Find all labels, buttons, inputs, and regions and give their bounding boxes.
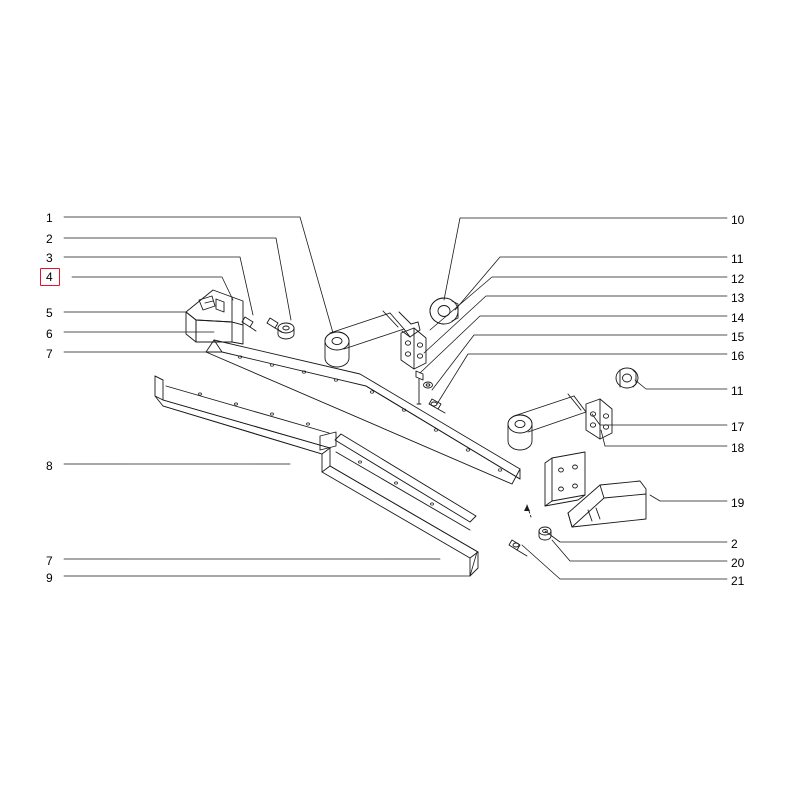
callout-number-20[interactable]: 20	[731, 556, 745, 570]
callout-number-11-right[interactable]: 11	[731, 384, 744, 398]
callout-number-7[interactable]: 7	[46, 347, 53, 361]
callout-number-12[interactable]: 12	[731, 272, 745, 286]
callout-number-9[interactable]: 9	[46, 571, 53, 585]
small-bolt-part-6	[242, 317, 256, 331]
upper-reinforcement-bar	[206, 340, 520, 484]
callout-number-8[interactable]: 8	[46, 459, 53, 473]
callout-number-13[interactable]: 13	[731, 291, 745, 305]
callout-number-15[interactable]: 15	[731, 330, 745, 344]
bushing-part-10	[430, 298, 458, 324]
callout-number-18[interactable]: 18	[731, 441, 745, 455]
callout-number-3[interactable]: 3	[46, 251, 53, 265]
callout-number-14[interactable]: 14	[731, 311, 745, 325]
long-bolt-part-14	[416, 371, 423, 404]
bumper-corner-trim	[568, 481, 646, 527]
bolt-washer-part-15	[429, 399, 445, 413]
callout-number-5[interactable]: 5	[46, 306, 53, 320]
lower-right-bracket	[545, 452, 585, 506]
fasteners-bottom-centre	[509, 505, 551, 556]
leader-lines-left	[64, 217, 477, 576]
callout-number-10[interactable]: 10	[731, 213, 745, 227]
main-bumper-beam	[155, 376, 478, 576]
right-bracket-plate	[586, 399, 612, 439]
callout-number-16[interactable]: 16	[731, 349, 745, 363]
energy-absorber-right	[508, 394, 586, 450]
nut-part-13	[424, 382, 433, 388]
energy-absorber-left	[325, 311, 420, 367]
callout-number-21[interactable]: 21	[731, 574, 745, 588]
bushing-part-11-right	[616, 368, 638, 388]
callout-number-2-right[interactable]: 2	[731, 537, 738, 551]
leader-lines-right	[420, 218, 727, 579]
callout-number-17[interactable]: 17	[731, 420, 745, 434]
callout-number-7-lower[interactable]: 7	[46, 554, 53, 568]
callout-number-1[interactable]: 1	[46, 211, 53, 225]
callout-number-19[interactable]: 19	[731, 496, 745, 510]
callout-number-11[interactable]: 11	[731, 252, 744, 266]
callout-number-2[interactable]: 2	[46, 232, 53, 246]
callout-number-6[interactable]: 6	[46, 327, 53, 341]
callout-number-4-selected[interactable]: 4	[40, 268, 60, 286]
left-end-bracket-part	[186, 290, 243, 344]
